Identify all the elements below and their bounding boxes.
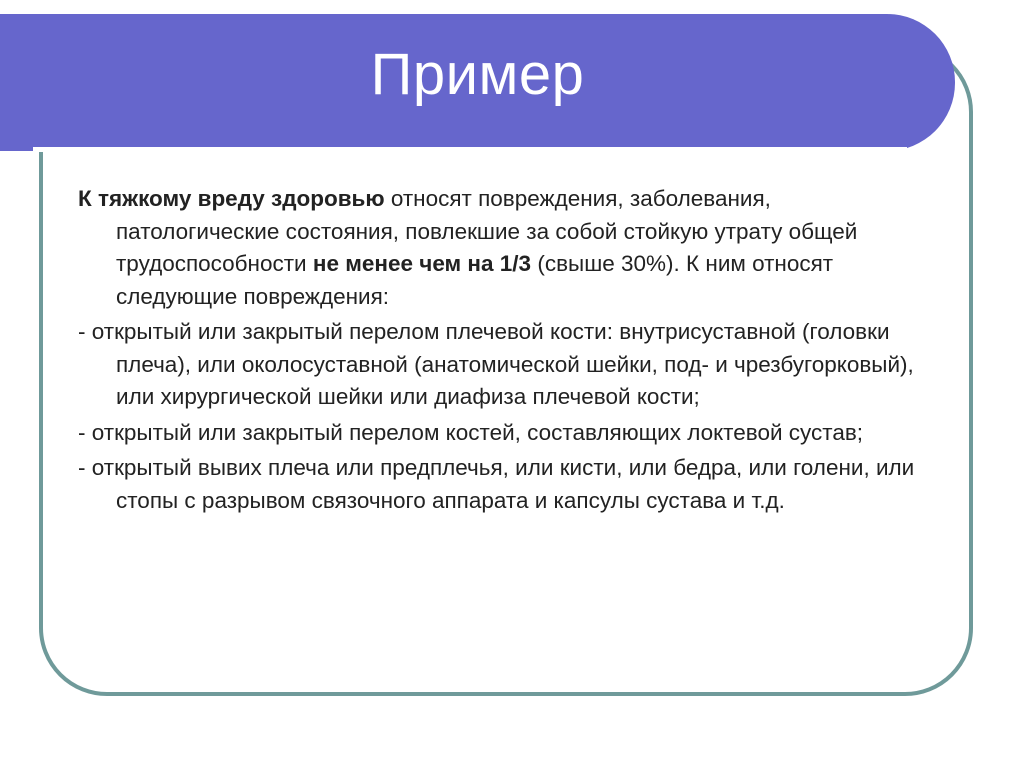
- bold-term: К тяжкому вреду здоровью: [78, 186, 385, 211]
- title-banner: [0, 14, 955, 151]
- slide-body: [78, 183, 938, 520]
- title-underline: [33, 147, 907, 152]
- list-item: - открытый вывих плеча или предплечья, или кисти, или бедра, или голени, или стопы с разрывом связочного аппарата и капсулы сустава и т.д.: [78, 455, 915, 513]
- definition-text-2: (свыше 30%). К ним относят следующие повреждения:: [116, 251, 834, 309]
- paragraph-definition: [78, 183, 938, 313]
- bold-threshold: не менее чем на 1/3: [312, 251, 532, 276]
- slide-title: Пример: [370, 41, 585, 107]
- list-item: - открытый или закрытый перелом костей, составляющих локтевой сустав;: [78, 419, 864, 445]
- list-item: - открытый или закрытый перелом плечевой кости: внутрисуставной (головки плеча), или околосуставной (анатомической шейки, под- и чрезбугорковый), или хирургической шейки или диафиза плечевой кости;: [78, 319, 914, 409]
- definition-text-1: относят повреждения, заболевания, патологические состояния, повлекшие за собой стойкую утрату общей трудоспособности: [116, 186, 858, 276]
